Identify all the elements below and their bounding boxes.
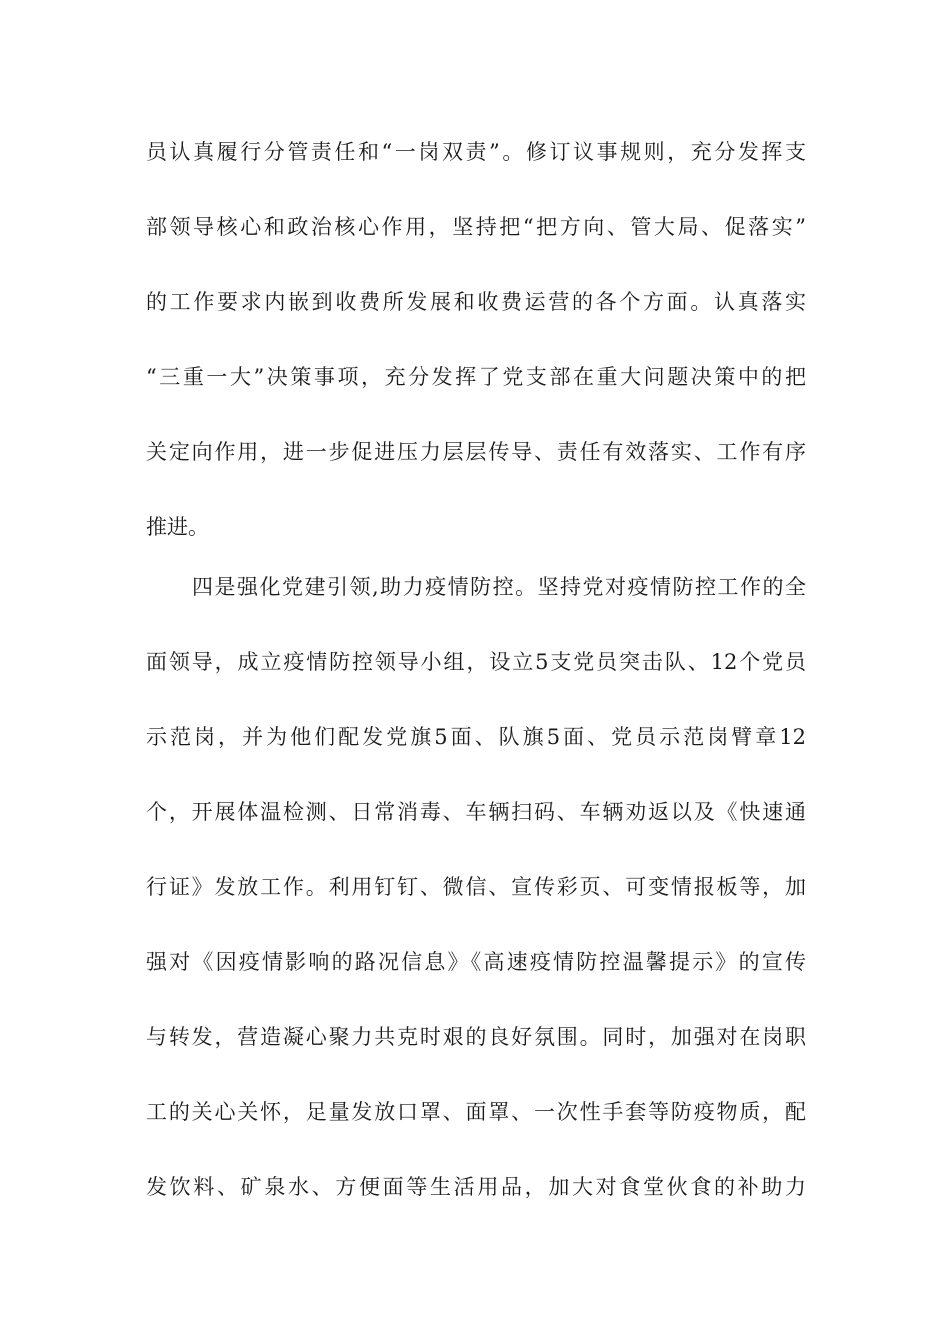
text-line: 部领导核心和政治核心作用，坚持把“把方向、管大局、促落实” bbox=[146, 215, 806, 239]
text-line: 员认真履行分管责任和“一岗双责”。修订议事规则，充分发挥支 bbox=[146, 140, 806, 164]
text-line: 示范岗，并为他们配发党旗5面、队旗5面、党员示范岗臂章12 bbox=[146, 725, 806, 749]
text-line: 行证》发放工作。利用钉钉、微信、宣传彩页、可变情报板等，加 bbox=[146, 875, 806, 899]
text-line: 发饮料、矿泉水、方便面等生活用品，加大对食堂伙食的补助力 bbox=[146, 1175, 806, 1199]
text-line: 面领导，成立疫情防控领导小组，设立5支党员突击队、12个党员 bbox=[146, 650, 806, 674]
text-line: 关定向作用，进一步促进压力层层传导、责任有效落实、工作有序 bbox=[146, 440, 806, 464]
text-line: “三重一大”决策事项，充分发挥了党支部在重大问题决策中的把 bbox=[146, 365, 806, 389]
text-line: 推进。 bbox=[146, 515, 209, 539]
text-line: 强对《因疫情影响的路况信息》《高速疫情防控温馨提示》的宣传 bbox=[146, 950, 806, 974]
text-line: 的工作要求内嵌到收费所发展和收费运营的各个方面。认真落实 bbox=[146, 290, 806, 314]
paragraph-heading-line: 四是强化党建引领,助力疫情防控。坚持党对疫情防控工作的全 bbox=[192, 575, 806, 599]
text-line: 工的关心关怀，足量发放口罩、面罩、一次性手套等防疫物质，配 bbox=[146, 1100, 806, 1124]
text-line: 与转发，营造凝心聚力共克时艰的良好氛围。同时，加强对在岗职 bbox=[146, 1025, 806, 1049]
text-line: 个，开展体温检测、日常消毒、车辆扫码、车辆劝返以及《快速通 bbox=[146, 800, 806, 824]
